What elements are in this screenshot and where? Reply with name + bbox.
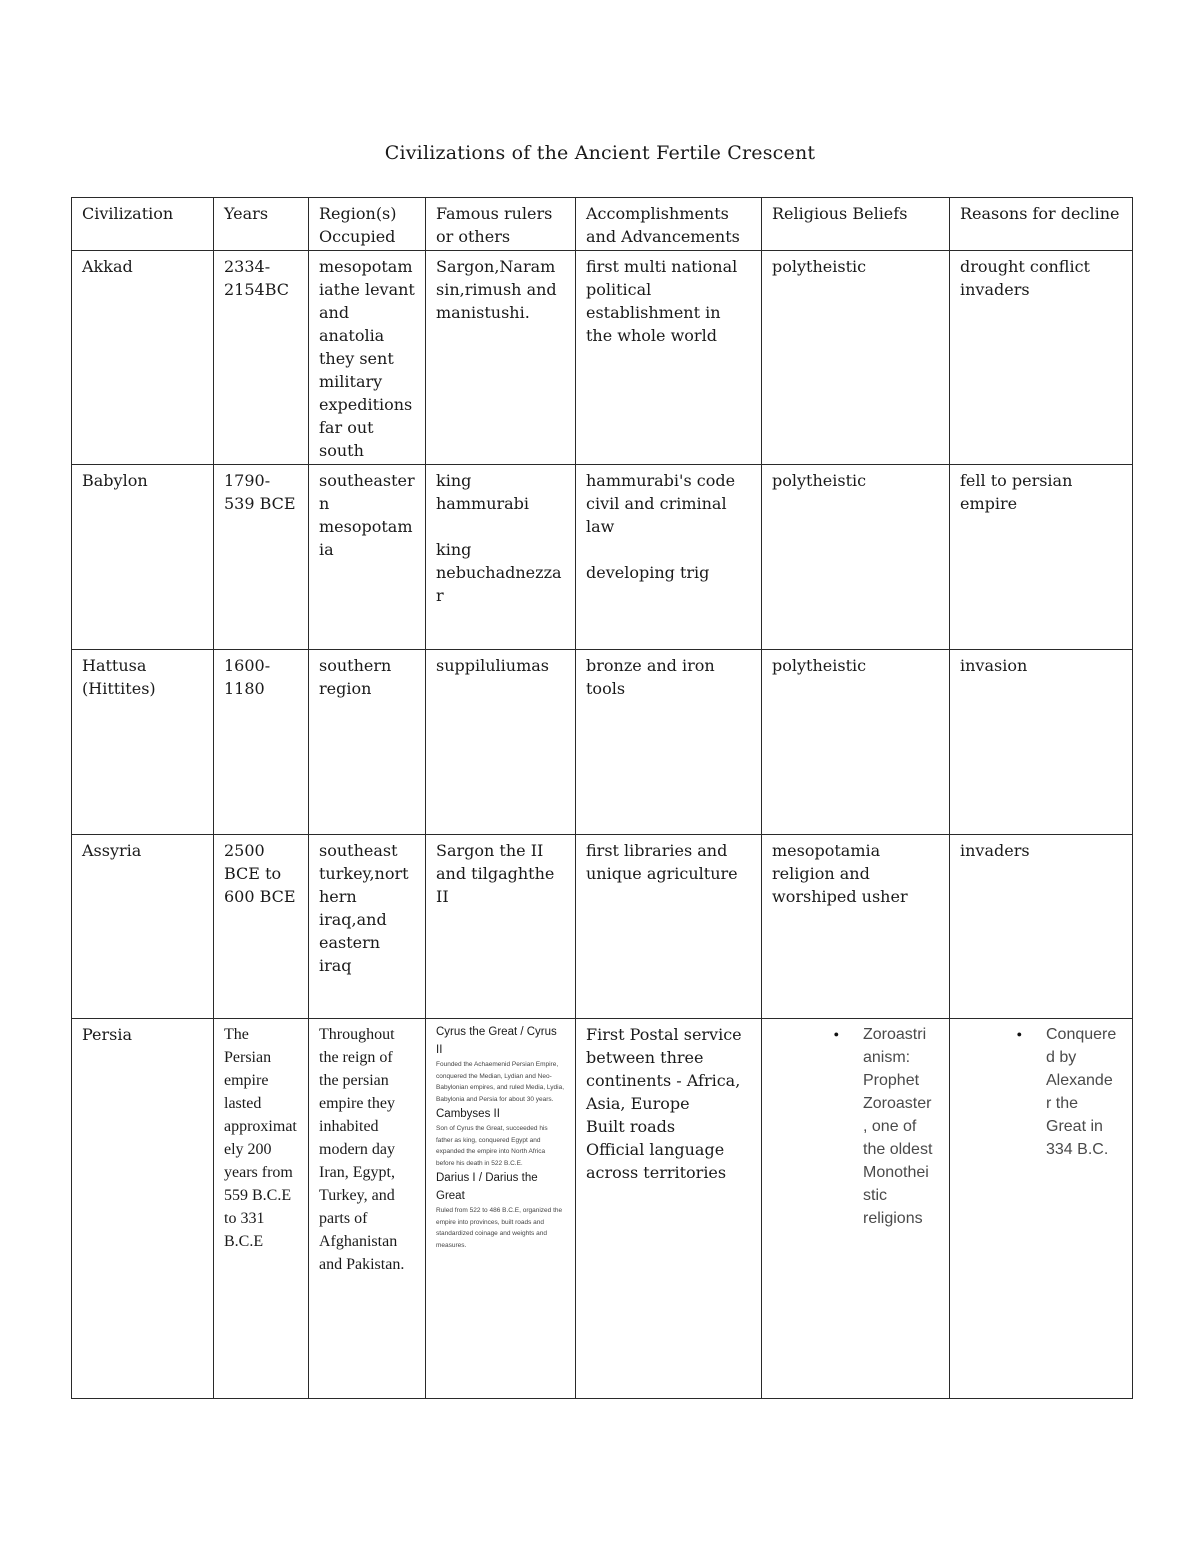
ruler-name: Cyrus the Great / Cyrus II <box>436 1026 557 1056</box>
cell-region: southeastern mesopotamia <box>309 465 426 650</box>
header-civilization: Civilization <box>72 198 214 251</box>
header-rulers: Famous rulers or others <box>426 198 576 251</box>
ruler-name: Darius I / Darius the Great <box>436 1172 538 1202</box>
cell-decline: invaders <box>950 835 1133 1019</box>
cell-accomplishments: first multi national political establishment in the whole world <box>576 251 762 465</box>
cell-rulers <box>426 1019 576 1399</box>
cell-years: 2334-2154BC <box>214 251 309 465</box>
ruler-name: Cambyses II <box>436 1108 500 1120</box>
cell-religion: polytheistic <box>762 251 950 465</box>
table-row <box>72 650 1133 835</box>
table-row <box>72 835 1133 1019</box>
cell-decline <box>950 1019 1133 1399</box>
cell-years: 1600-1180 <box>214 650 309 835</box>
cell-region: southeast turkey,northern iraq,and eastern iraq <box>309 835 426 1019</box>
cell-religion: mesopotamia religion and worshiped usher <box>762 835 950 1019</box>
bullet-dot-icon: ● <box>833 1029 839 1039</box>
header-religion: Religious Beliefs <box>762 198 950 251</box>
cell-civilization: Assyria <box>72 835 214 1019</box>
cell-civilization: Akkad <box>72 251 214 465</box>
bullet-list-item <box>772 1023 939 1230</box>
cell-decline: fell to persian empire <box>950 465 1133 650</box>
cell-decline: drought conflict invaders <box>950 251 1133 465</box>
cell-rulers <box>426 465 576 650</box>
ruler-detail: Ruled from 522 to 486 B.C.E, organized the empire into provinces, built roads and standardized coinage and weights and measures. <box>436 1207 563 1249</box>
cell-years: 1790-539 BCE <box>214 465 309 650</box>
cell-decline: invasion <box>950 650 1133 835</box>
ruler-entry: king hammurabi <box>436 471 530 513</box>
cell-region: mesopotamiathe levant and anatolia they sent military expeditions far out south <box>309 251 426 465</box>
cell-religion <box>762 1019 950 1399</box>
cell-accomplishments <box>576 465 762 650</box>
cell-region: Throughout the reign of the persian empire they inhabited modern day Iran, Egypt, Turkey, and parts of Afghanistan and Pakistan. <box>309 1019 426 1399</box>
bullet-dot-icon: ● <box>1016 1029 1022 1039</box>
cell-accomplishments: first libraries and unique agriculture <box>576 835 762 1019</box>
bullet-list-item <box>960 1023 1122 1161</box>
cell-rulers: suppiluliumas <box>426 650 576 835</box>
cell-rulers: Sargon the II and tilgaghthe II <box>426 835 576 1019</box>
header-years: Years <box>214 198 309 251</box>
bullet-text: Zoroastrianism: Prophet Zoroaster, one of the oldest Monotheistic religions <box>863 1026 933 1227</box>
civilizations-table <box>71 197 1133 1399</box>
ruler-entry: king nebuchadnezzar <box>436 540 562 605</box>
cell-region: southern region <box>309 650 426 835</box>
ruler-detail: Son of Cyrus the Great, succeeded his father as king, conquered Egypt and expanded the empire into North Africa before his death in 522 B.C.E. <box>436 1125 548 1167</box>
cell-years: The Persian empire lasted approximately 200 years from 559 B.C.E to 331 B.C.E <box>214 1019 309 1399</box>
accomplishment-entry: Built roads <box>586 1117 676 1136</box>
cell-years: 2500 BCE to 600 BCE <box>214 835 309 1019</box>
page-title: Civilizations of the Ancient Fertile Crescent <box>384 142 816 164</box>
cell-religion: polytheistic <box>762 650 950 835</box>
cell-religion: polytheistic <box>762 465 950 650</box>
ruler-detail: Founded the Achaemenid Persian Empire, conquered the Median, Lydian and Neo-Babylonian empires, and ruled Media, Lydia, Babylonia and Persia for about 30 years. <box>436 1061 565 1103</box>
bullet-text: Conquered by Alexander the Great in 334 B.C. <box>1046 1026 1117 1158</box>
header-decline: Reasons for decline <box>950 198 1133 251</box>
accomplishment-entry: developing trig <box>586 563 710 582</box>
cell-accomplishments: bronze and iron tools <box>576 650 762 835</box>
table-row <box>72 1019 1133 1399</box>
table-header-row <box>72 198 1133 251</box>
table-row <box>72 465 1133 650</box>
cell-civilization: Babylon <box>72 465 214 650</box>
cell-accomplishments <box>576 1019 762 1399</box>
accomplishment-entry: hammurabi's code civil and criminal law <box>586 471 736 536</box>
header-region: Region(s) Occupied <box>309 198 426 251</box>
accomplishment-entry: Official language across territories <box>586 1140 727 1182</box>
cell-rulers: Sargon,Naram sin,rimush and manistushi. <box>426 251 576 465</box>
cell-civilization: Hattusa (Hittites) <box>72 650 214 835</box>
cell-civilization: Persia <box>72 1019 214 1399</box>
accomplishment-entry: First Postal service between three continents - Africa, Asia, Europe <box>586 1025 742 1113</box>
table-row <box>72 251 1133 465</box>
header-accomplishments: Accomplishments and Advancements <box>576 198 762 251</box>
